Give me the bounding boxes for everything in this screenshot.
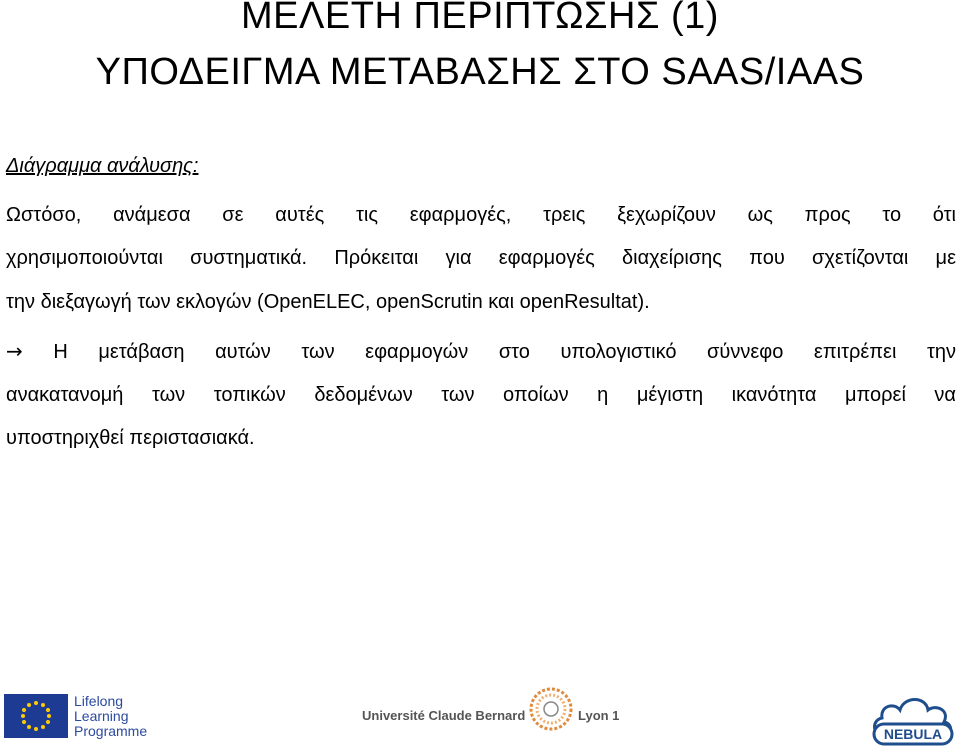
title-line-2: ΥΠΟΔΕΙΓΜΑ ΜΕΤΑΒΑΣΗΣ ΣΤΟ SAAS/IAAS [95,51,865,93]
section-heading: Διάγραμμα ανάλυσης: [6,155,199,177]
paragraph-2-line-1 [6,338,956,365]
llp-line-1: Lifelong [74,693,124,709]
llp-line-2: Learning [74,708,129,724]
eu-flag-icon [4,694,68,738]
paragraph-1-line-3: την διεξαγωγή των εκλογών (OpenELEC, openScrutin και openResultat). [6,291,650,313]
nebula-label: NEBULA [883,726,943,742]
arrow-icon: → [6,339,23,363]
ucbl-logo-icon [528,686,574,732]
nebula-logo-icon [868,686,958,748]
footer [0,684,960,754]
paragraph-2-line-2: ανακατανομή των τοπικών δεδομένων των οποίων η μέγιστη ικανότητα μπορεί να [6,384,956,406]
paragraph-2-line-1-text: Η μετάβαση αυτών των εφαρμογών στο υπολογιστικό σύννεφο επιτρέπει την [53,341,957,363]
llp-line-3: Programme [74,723,148,739]
paragraph-1-line-1: Ωστόσο, ανάμεσα σε αυτές τις εφαρμογές, τρεις ξεχωρίζουν ως προς το ότι [6,204,956,226]
llp-logo-text [74,694,147,739]
paragraph-2-line-3: υποστηριχθεί περιστασιακά. [6,427,255,449]
ucbl-name: Université Claude Bernard [362,708,526,723]
ucbl-lyon: Lyon 1 [578,708,620,723]
title-line-1: ΜΕΛΕΤΗ ΠΕΡΙΠΤΩΣΗΣ (1) [241,0,719,37]
paragraph-1-line-2: χρησιμοποιούνται συστηματικά. Πρόκειται για εφαρμογές διαχείρισης που σχετίζονται με [6,247,956,269]
